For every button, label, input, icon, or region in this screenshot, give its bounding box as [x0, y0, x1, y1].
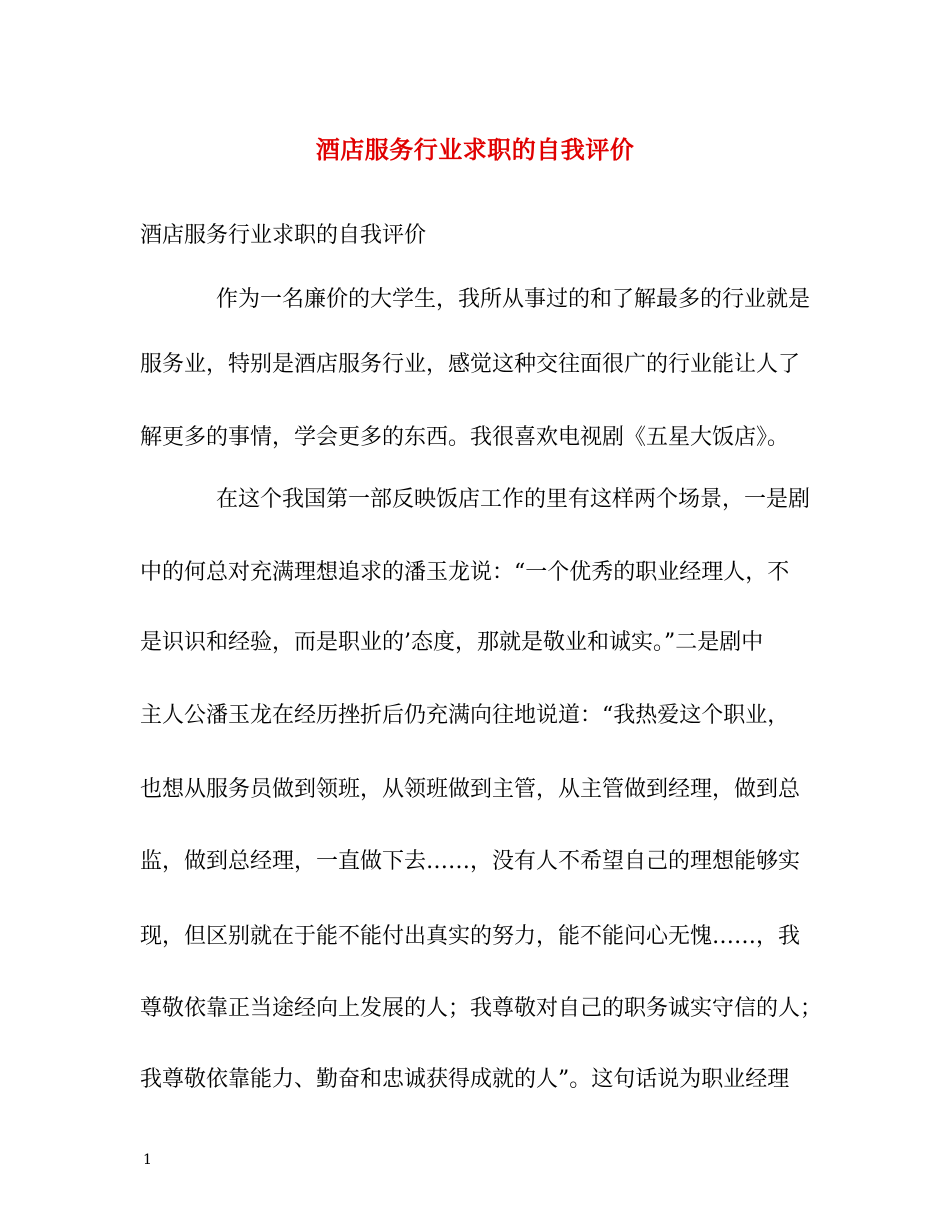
paragraph-line-2: 服务业，特别是酒店服务行业，感觉这种交往面很广的行业能让人了 — [140, 352, 801, 377]
paragraph-line-3: 解更多的事情，学会更多的东西。我很喜欢电视剧《五星大饭店》。 — [140, 425, 790, 450]
paragraph-line-1: 作为一名廉价的大学生，我所从事过的和了解最多的行业就是 — [216, 287, 811, 312]
document-subtitle: 酒店服务行业求职的自我评价 — [140, 223, 427, 248]
paragraph-line-7: 主人公潘玉龙在经历挫折后仍充满向往地说道：“我热爱这个职业， — [140, 703, 790, 728]
paragraph-line-10: 现，但区别就在于能不能付出真实的努力，能不能问心无愧……，我 — [140, 924, 801, 949]
paragraph-line-11: 尊敬依靠正当途经向上发展的人；我尊敬对自己的职务诚实守信的人； — [140, 996, 823, 1021]
paragraph-line-4: 在这个我国第一部反映饭店工作的里有这样两个场景，一是剧 — [216, 487, 811, 512]
paragraph-line-5: 中的何总对充满理想追求的潘玉龙说：“一个优秀的职业经理人，不 — [140, 560, 790, 585]
paragraph-line-8: 也想从服务员做到领班，从领班做到主管，从主管做到经理，做到总 — [140, 777, 801, 802]
paragraph-line-9: 监，做到总经理，一直做下去……，没有人不希望自己的理想能够实 — [140, 849, 801, 874]
document-title: 酒店服务行业求职的自我评价 — [315, 135, 635, 164]
paragraph-line-12: 我尊敬依靠能力、勤奋和忠诚获得成就的人”。这句话说为职业经理 — [140, 1067, 790, 1092]
page-number: 1 — [143, 1152, 152, 1168]
paragraph-line-6: 是识识和经验，而是职业的’态度，那就是敬业和诚实。”二是剧中 — [140, 630, 764, 655]
